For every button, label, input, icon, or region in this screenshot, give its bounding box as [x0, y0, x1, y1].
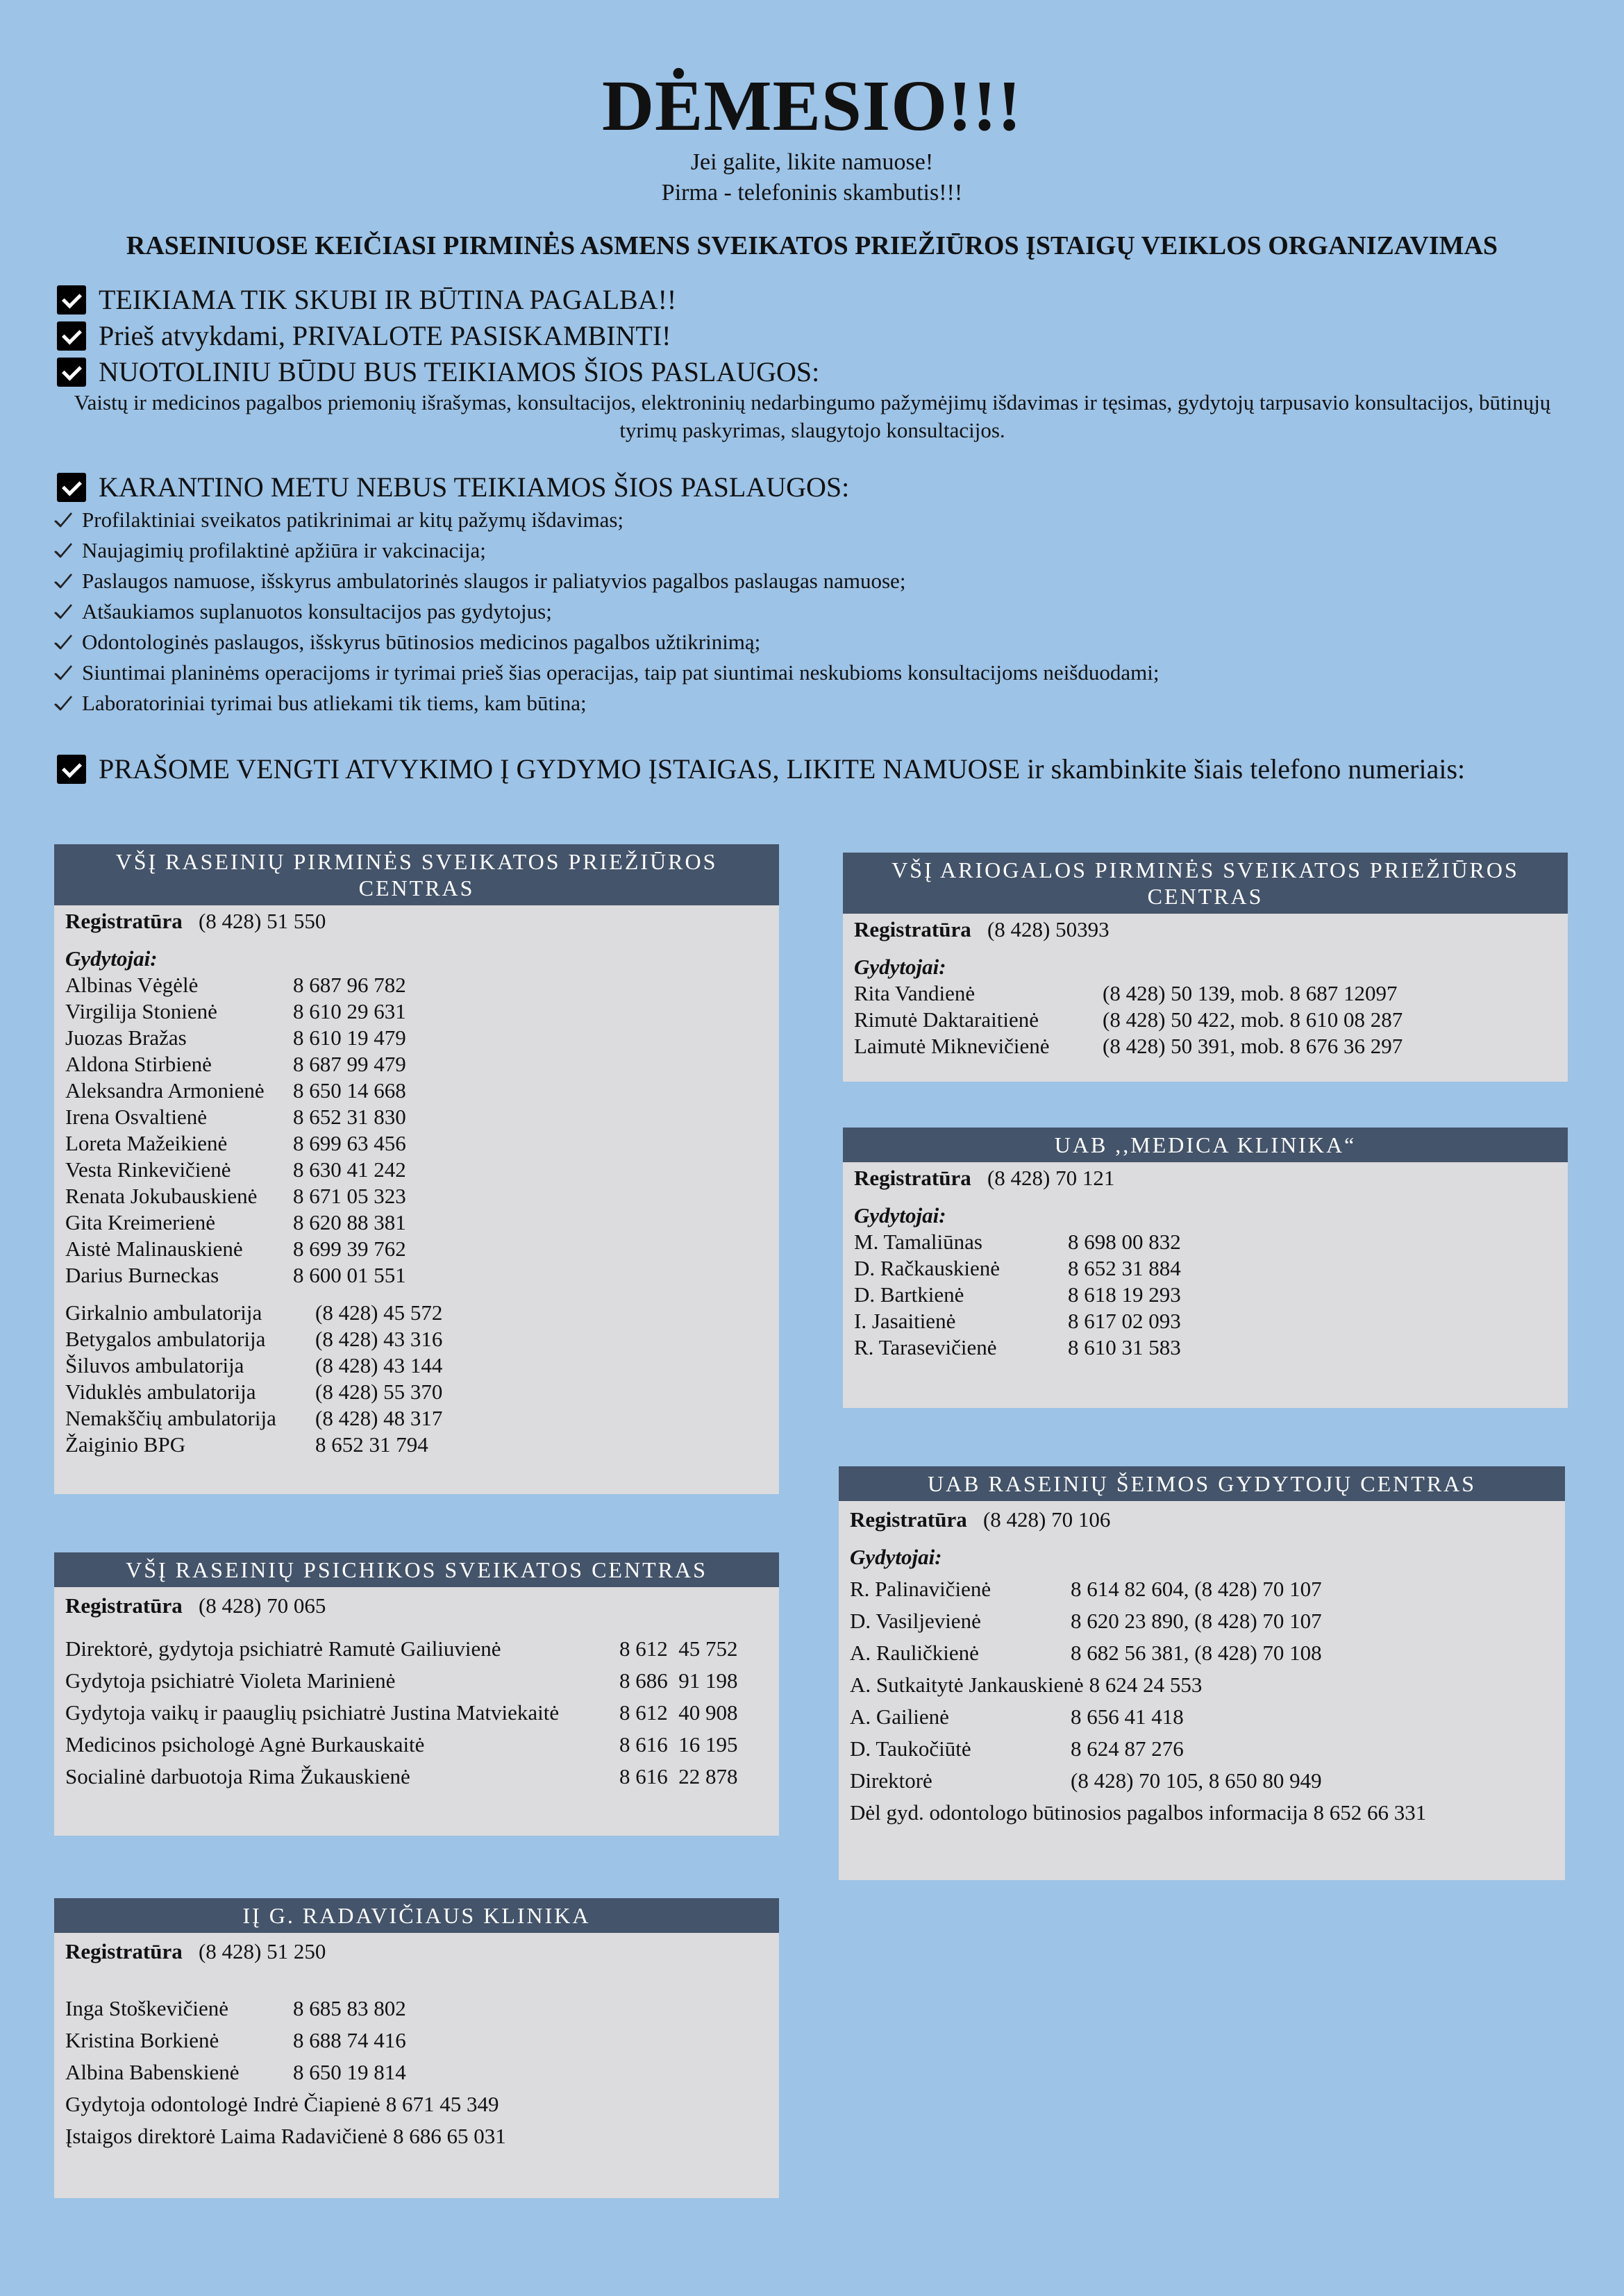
- contact-name: Direktorė, gydytoja psichiatrė Ramutė Gailiuvienė: [65, 1636, 501, 1661]
- contact-row: [854, 1308, 1557, 1334]
- contact-phone: (8 428) 50 139, mob. 8 687 12097: [1103, 981, 1398, 1005]
- checkmark-icon: [53, 632, 74, 653]
- contact-phone: 8 618 19 293: [1068, 1282, 1181, 1307]
- contact-name: R. Palinavičienė: [850, 1577, 991, 1601]
- contact-phone: (8 428) 70 105, 8 650 80 949: [1071, 1768, 1322, 1793]
- contact-phone: (8 428) 55 370: [315, 1380, 443, 1404]
- contact-phone: 8 688 74 416: [293, 2028, 406, 2052]
- contact-phone: 8 652 31 884: [1068, 1256, 1181, 1280]
- contact-name: Įstaigos direktorė Laima Radavičienė: [65, 2124, 387, 2148]
- contact-phone: 8 616 16 195: [619, 1732, 738, 1757]
- contact-phone: 8 612 40 908: [619, 1700, 738, 1725]
- not-provided-item: [53, 596, 1159, 627]
- contact-row: [850, 1797, 1554, 1829]
- notice-not-provided: [57, 469, 849, 505]
- contact-phone: 8 686 65 031: [392, 2124, 506, 2148]
- not-provided-text: Naujagimių profilaktinė apžiūra ir vakcinacija;: [82, 538, 486, 562]
- checkmark-icon: [53, 571, 74, 592]
- contact-name: Loreta Mažeikienė: [65, 1131, 228, 1155]
- contact-row: [65, 1352, 768, 1379]
- subtitle-stay-home: Jei galite, likite namuose!: [690, 149, 934, 175]
- panel-title: VŠĮ RASEINIŲ PSICHIKOS SVEIKATOS CENTRAS: [54, 1552, 779, 1587]
- contact-name: R. Tarasevičienė: [854, 1335, 997, 1359]
- contact-name: Gydytoja odontologė Indrė Čiapienė: [65, 2092, 380, 2116]
- contact-phone: 8 620 88 381: [293, 1210, 406, 1234]
- notice-remote-services: [57, 354, 819, 390]
- contact-row: [65, 1157, 768, 1183]
- panel-raseiniu-pspc: [54, 844, 779, 1494]
- contact-phone: 8 687 99 479: [293, 1052, 406, 1076]
- subtitle-call-first: Pirma - telefoninis skambutis!!!: [661, 180, 963, 206]
- contact-row: [65, 1051, 768, 1078]
- contact-row: [65, 2120, 768, 2152]
- registration-line: [850, 1504, 1554, 1536]
- contact-row: [854, 980, 1557, 1007]
- checkmark-icon: [53, 693, 74, 714]
- contact-row: [850, 1637, 1554, 1669]
- notice-text: Prieš atvykdami, PRIVALOTE PASISKAMBINTI!: [99, 320, 671, 351]
- contact-phone: 8 650 19 814: [293, 2060, 406, 2084]
- doctors-label: Gydytojai:: [65, 946, 158, 971]
- registration-label: Registratūra: [850, 1507, 967, 1532]
- not-provided-item: [53, 566, 1159, 596]
- contact-row: [850, 1733, 1554, 1765]
- contact-phone: 8 620 23 890, (8 428) 70 107: [1071, 1609, 1322, 1633]
- doctors-label: Gydytojai:: [854, 955, 946, 979]
- contact-phone: (8 428) 43 316: [315, 1327, 443, 1351]
- registration-line: [65, 1590, 768, 1622]
- contact-name: Gydytoja vaikų ir paauglių psichiatrė Justina Matviekaitė: [65, 1700, 560, 1725]
- contact-row: [850, 1701, 1554, 1733]
- contact-phone: 8 610 31 583: [1068, 1335, 1181, 1359]
- registration-phone: (8 428) 50393: [987, 917, 1110, 941]
- contact-phone: (8 428) 48 317: [315, 1406, 443, 1430]
- contact-name: Rita Vandienė: [854, 981, 976, 1005]
- contact-phone: 8 686 91 198: [619, 1668, 738, 1693]
- panel-seimos-gydytoju-centras: [839, 1466, 1565, 1880]
- contact-name: Albina Babenskienė: [65, 2060, 240, 2084]
- contact-name: Rimutė Daktaraitienė: [854, 1007, 1039, 1032]
- contact-row: [65, 998, 768, 1025]
- contact-phone: (8 428) 45 572: [315, 1300, 443, 1325]
- panel-psichikos-centras: [54, 1552, 779, 1836]
- contact-phone: 8 682 56 381, (8 428) 70 108: [1071, 1641, 1322, 1665]
- contact-phone: 8 656 41 418: [1071, 1704, 1184, 1729]
- contact-name: Medicinos psichologė Agnė Burkauskaitė: [65, 1732, 425, 1757]
- contact-name: M. Tamaliūnas: [854, 1230, 982, 1254]
- not-provided-text: Siuntimai planinėms operacijoms ir tyrimai prieš šias operacijas, taip pat siuntimai neskubioms konsultacijoms neišduodami;: [82, 660, 1160, 685]
- contact-phone: 8 685 83 802: [293, 1996, 406, 2020]
- not-provided-item: [53, 535, 1159, 566]
- contact-row: [65, 1326, 768, 1352]
- contact-name: D. Račkauskienė: [854, 1256, 1001, 1280]
- contact-row: [65, 1300, 768, 1326]
- registration-phone: (8 428) 51 550: [198, 909, 326, 933]
- contact-row: [65, 972, 768, 998]
- contact-name: Gita Kreimerienė: [65, 1210, 216, 1234]
- contact-phone: 8 600 01 551: [293, 1263, 406, 1287]
- registration-line: [65, 908, 768, 935]
- panel-radaviciaus-klinika: [54, 1898, 779, 2198]
- contact-name: Inga Stoškevičienė: [65, 1996, 229, 2020]
- registration-phone: (8 428) 51 250: [198, 1939, 326, 1963]
- checkmark-icon: [53, 601, 74, 622]
- contact-row: [65, 1236, 768, 1262]
- contact-phone: 8 699 39 762: [293, 1237, 406, 1261]
- contact-name: Virgilija Stonienė: [65, 999, 217, 1023]
- contact-row: [65, 1993, 768, 2025]
- registration-label: Registratūra: [854, 917, 971, 941]
- contact-name: Dėl gyd. odontologo būtinosios pagalbos informacija: [850, 1800, 1308, 1825]
- contact-row: [65, 1130, 768, 1157]
- contact-phone: 8 614 82 604, (8 428) 70 107: [1071, 1577, 1322, 1601]
- contact-row: [65, 1405, 768, 1432]
- panel-title: IĮ G. RADAVIČIAUS KLINIKA: [54, 1898, 779, 1933]
- contact-phone: 8 624 24 553: [1089, 1673, 1203, 1697]
- notice-avoid-visits: [57, 751, 1465, 787]
- staff-list: [65, 1993, 768, 2152]
- contact-row: [65, 1729, 768, 1761]
- contact-row: [854, 1007, 1557, 1033]
- checkbox-checked-icon: [57, 321, 86, 351]
- not-provided-item: [53, 688, 1159, 719]
- registration-line: [854, 1165, 1557, 1191]
- notice-text: PRAŠOME VENGTI ATVYKIMO Į GYDYMO ĮSTAIGAS, LIKITE NAMUOSE ir skambinkite šiais telefono numeriais:: [99, 753, 1466, 785]
- not-provided-text: Paslaugos namuose, išskyrus ambulatorinės slaugos ir paliatyvios pagalbos paslaugas namuose;: [82, 569, 906, 593]
- registration-line: [854, 916, 1557, 943]
- contact-row: [65, 1262, 768, 1289]
- doctor-list: [854, 980, 1557, 1059]
- registration-label: Registratūra: [65, 909, 183, 933]
- contact-phone: 8 617 02 093: [1068, 1309, 1181, 1333]
- doctors-label: Gydytojai:: [854, 1203, 946, 1227]
- contact-phone: 8 652 31 794: [315, 1432, 428, 1457]
- contact-phone: (8 428) 50 391, mob. 8 676 36 297: [1103, 1034, 1403, 1058]
- contact-phone: 8 671 45 349: [385, 2092, 499, 2116]
- contact-phone: 8 687 96 782: [293, 973, 406, 997]
- contact-row: [65, 2025, 768, 2056]
- contact-phone: 8 652 31 830: [293, 1105, 406, 1129]
- contact-name: A. Rauličkienė: [850, 1641, 979, 1665]
- contact-name: Laimutė Miknevičienė: [854, 1034, 1050, 1058]
- contact-name: A. Sutkaitytė Jankauskienė: [850, 1673, 1084, 1697]
- contact-name: Gydytoja psichiatrė Violeta Marinienė: [65, 1668, 396, 1693]
- registration-line: [65, 1936, 768, 1968]
- contact-name: Girkalnio ambulatorija: [65, 1300, 262, 1325]
- contact-row: [850, 1669, 1554, 1701]
- contact-phone: 8 616 22 878: [619, 1764, 738, 1788]
- registration-label: Registratūra: [65, 1939, 183, 1963]
- ambulatory-list: [65, 1300, 768, 1458]
- remote-services-description: Vaistų ir medicinos pagalbos priemonių išrašymas, konsultacijos, elektroninių nedarbingumo pažymėjimų išdavimas ir tęsimas, gydytojų tarpusavio konsultacijos, būtinųjų tyrimų paskyrimas, slaugytojo konsultacijos.: [74, 390, 1551, 442]
- contact-name: Aleksandra Armonienė: [65, 1078, 265, 1103]
- contact-row: [854, 1033, 1557, 1059]
- contact-phone: 8 698 00 832: [1068, 1230, 1181, 1254]
- contact-name: Vesta Rinkevičienė: [65, 1157, 231, 1182]
- contact-row: [65, 1697, 768, 1729]
- contact-row: [65, 1078, 768, 1104]
- notice-urgent-only: [57, 282, 676, 318]
- not-provided-list: [53, 505, 1159, 719]
- contact-row: [65, 1432, 768, 1458]
- contact-row: [850, 1573, 1554, 1605]
- contact-name: D. Bartkienė: [854, 1282, 964, 1307]
- not-provided-text: Odontologinės paslaugos, išskyrus būtinosios medicinos pagalbos užtikrinimą;: [82, 630, 761, 654]
- contact-phone: 8 630 41 242: [293, 1157, 406, 1182]
- registration-phone: (8 428) 70 106: [982, 1507, 1111, 1532]
- contact-row: [65, 1665, 768, 1697]
- checkbox-checked-icon: [57, 473, 86, 502]
- contact-phone: 8 612 45 752: [619, 1636, 738, 1661]
- doctor-list: [850, 1573, 1554, 1829]
- checkbox-checked-icon: [57, 358, 86, 387]
- contact-row: [65, 1104, 768, 1130]
- contact-name: Juozas Bražas: [65, 1025, 187, 1050]
- panel-title: VŠĮ RASEINIŲ PIRMINĖS SVEIKATOS PRIEŽIŪROS CENTRAS: [54, 844, 779, 905]
- doctor-list: [854, 1229, 1557, 1361]
- contact-phone: 8 699 63 456: [293, 1131, 406, 1155]
- contact-row: [65, 2056, 768, 2088]
- contact-name: Žaiginio BPG: [65, 1432, 186, 1457]
- notice-text: KARANTINO METU NEBUS TEIKIAMOS ŠIOS PASLAUGOS:: [99, 471, 850, 503]
- doctors-label: Gydytojai:: [850, 1545, 942, 1569]
- staff-list: [65, 1633, 768, 1793]
- contact-phone: 8 624 87 276: [1071, 1736, 1184, 1761]
- contact-name: A. Gailienė: [850, 1704, 949, 1729]
- panel-title: VŠĮ ARIOGALOS PIRMINĖS SVEIKATOS PRIEŽIŪROS CENTRAS: [843, 853, 1568, 914]
- contact-name: Aldona Stirbienė: [65, 1052, 212, 1076]
- not-provided-text: Laboratoriniai tyrimai bus atliekami tik tiems, kam būtina;: [82, 691, 587, 715]
- checkbox-checked-icon: [57, 285, 86, 315]
- contact-row: [65, 1379, 768, 1405]
- contact-name: Šiluvos ambulatorija: [65, 1353, 244, 1377]
- panel-title: UAB ,,MEDICA KLINIKA“: [843, 1128, 1568, 1162]
- contact-phone: (8 428) 50 422, mob. 8 610 08 287: [1103, 1007, 1403, 1032]
- registration-label: Registratūra: [65, 1593, 183, 1618]
- registration-label: Registratūra: [854, 1166, 971, 1190]
- contact-phone: 8 650 14 668: [293, 1078, 406, 1103]
- registration-phone: (8 428) 70 121: [987, 1166, 1115, 1190]
- not-provided-item: [53, 505, 1159, 535]
- notice-text: NUOTOLINIU BŪDU BUS TEIKIAMOS ŠIOS PASLAUGOS:: [99, 356, 820, 387]
- checkmark-icon: [53, 540, 74, 561]
- notice-text: TEIKIAMA TIK SKUBI IR BŪTINA PAGALBA!!: [99, 284, 677, 315]
- registration-phone: (8 428) 70 065: [198, 1593, 326, 1618]
- contact-row: [854, 1255, 1557, 1282]
- checkmark-icon: [53, 510, 74, 530]
- contact-name: Renata Jokubauskienė: [65, 1184, 258, 1208]
- contact-name: Darius Burneckas: [65, 1263, 219, 1287]
- contact-name: Betygalos ambulatorija: [65, 1327, 266, 1351]
- contact-name: D. Taukočiūtė: [850, 1736, 971, 1761]
- contact-phone: (8 428) 43 144: [315, 1353, 443, 1377]
- contact-name: Aistė Malinauskienė: [65, 1237, 243, 1261]
- panel-title: UAB RASEINIŲ ŠEIMOS GYDYTOJŲ CENTRAS: [839, 1466, 1565, 1501]
- checkbox-checked-icon: [57, 755, 86, 784]
- contact-phone: 8 610 29 631: [293, 999, 406, 1023]
- not-provided-text: Profilaktiniai sveikatos patikrinimai ar kitų pažymų išdavimas;: [82, 508, 624, 532]
- page-title: DĖMESIO!!!: [601, 66, 1023, 146]
- contact-row: [850, 1605, 1554, 1637]
- contact-phone: 8 610 19 479: [293, 1025, 406, 1050]
- contact-name: Irena Osvaltienė: [65, 1105, 207, 1129]
- contact-row: [65, 2088, 768, 2120]
- contact-name: Albinas Vėgėlė: [65, 973, 199, 997]
- panel-ariogalos-pspc: [843, 853, 1568, 1082]
- contact-row: [854, 1334, 1557, 1361]
- contact-phone: 8 652 66 331: [1313, 1800, 1427, 1825]
- contact-row: [65, 1761, 768, 1793]
- contact-name: Direktorė: [850, 1768, 932, 1793]
- contact-row: [65, 1183, 768, 1209]
- not-provided-text: Atšaukiamos suplanuotos konsultacijos pas gydytojus;: [82, 599, 552, 623]
- contact-row: [854, 1229, 1557, 1255]
- contact-name: Nemakščių ambulatorija: [65, 1406, 276, 1430]
- contact-row: [65, 1025, 768, 1051]
- not-provided-item: [53, 657, 1159, 688]
- panel-medica-klinika: [843, 1128, 1568, 1408]
- checkmark-icon: [53, 662, 74, 683]
- contact-row: [850, 1765, 1554, 1797]
- contact-name: Kristina Borkienė: [65, 2028, 219, 2052]
- doctor-list: [65, 972, 768, 1289]
- contact-name: Socialinė darbuotoja Rima Žukauskienė: [65, 1764, 410, 1788]
- contact-row: [65, 1209, 768, 1236]
- contact-name: Viduklės ambulatorija: [65, 1380, 256, 1404]
- not-provided-item: [53, 627, 1159, 657]
- contact-row: [854, 1282, 1557, 1308]
- headline: RASEINIUOSE KEIČIASI PIRMINĖS ASMENS SVEIKATOS PRIEŽIŪROS ĮSTAIGŲ VEIKLOS ORGANIZAVIMAS: [126, 231, 1498, 260]
- contact-name: I. Jasaitienė: [854, 1309, 956, 1333]
- contact-phone: 8 671 05 323: [293, 1184, 406, 1208]
- notice-call-before: [57, 318, 671, 354]
- contact-name: D. Vasiljevienė: [850, 1609, 981, 1633]
- contact-row: [65, 1633, 768, 1665]
